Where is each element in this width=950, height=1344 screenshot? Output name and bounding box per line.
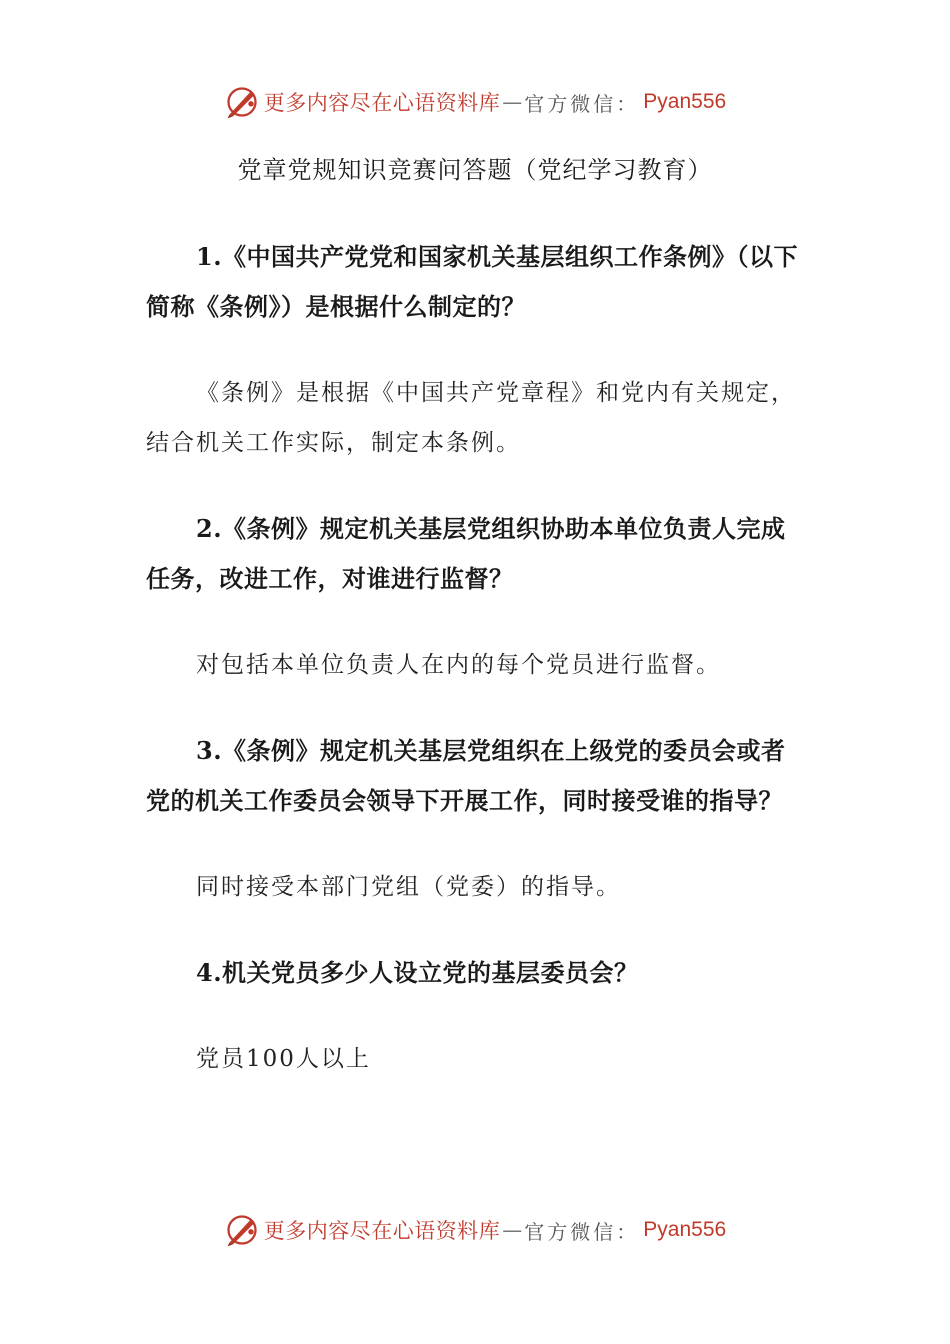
footer-watermark — [0, 1210, 950, 1250]
watermark-dash: — — [502, 90, 523, 114]
question-3: 3.《条例》规定机关基层党组织在上级党的委员会或者党的机关工作委员会领导下开展工作，同时接受谁的指导？ — [146, 736, 786, 815]
question-1: 1.《中国共产党党和国家机关基层组织工作条例》（以下简称《条例》）是根据什么制定的？ — [146, 242, 799, 321]
answer-3: 同时接受本部门党组（党委）的指导。 — [196, 874, 621, 900]
watermark-dash: — — [502, 1218, 523, 1242]
watermark-wechat-id: Pyan556 — [643, 1218, 727, 1241]
qa-list — [146, 232, 806, 1084]
watermark-brand: 更多内容尽在心语资料库 — [263, 1219, 501, 1243]
watermark-wechat-id: Pyan556 — [643, 90, 727, 113]
pen-logo-icon — [224, 84, 260, 120]
watermark-wechat-label: 官方微信： — [524, 91, 640, 116]
header-watermark — [0, 82, 950, 122]
answer-2: 对包括本单位负责人在内的每个党员进行监督。 — [196, 652, 721, 678]
question-2: 2.《条例》规定机关基层党组织协助本单位负责人完成任务，改进工作，对谁进行监督？ — [146, 514, 786, 593]
answer-1: 《条例》是根据《中国共产党章程》和党内有关规定，结合机关工作实际，制定本条例。 — [146, 380, 796, 456]
answer-4: 党员100人以上 — [196, 1046, 371, 1072]
watermark-wechat-label: 官方微信： — [524, 1219, 640, 1244]
question-4: 4.机关党员多少人设立党的基层委员会？ — [196, 958, 639, 987]
document-title: 党章党规知识竞赛问答题（党纪学习教育） — [237, 156, 713, 184]
pen-logo-icon — [224, 1212, 260, 1248]
watermark-brand: 更多内容尽在心语资料库 — [263, 91, 501, 115]
